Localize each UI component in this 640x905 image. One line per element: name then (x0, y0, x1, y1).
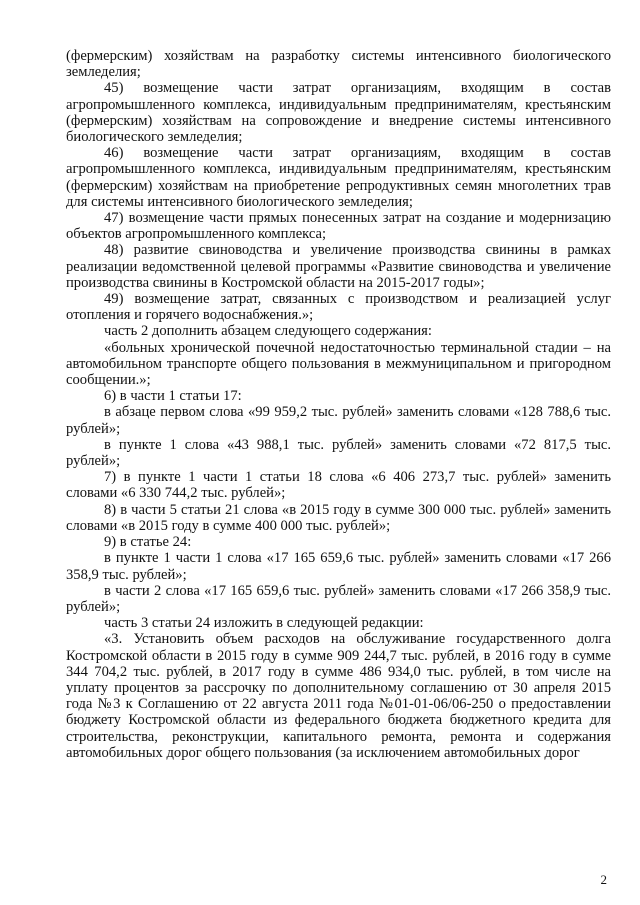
paragraph: (фермерским) хозяйствам на разработку системы интенсивного биологического земледелия; (66, 48, 611, 81)
document-body (66, 48, 611, 761)
paragraph: часть 3 статьи 24 изложить в следующей редакции: (104, 615, 424, 632)
paragraph: 9) в статье 24: (104, 534, 192, 551)
paragraph: 46) возмещение части затрат организациям, входящим в состав агропромышленного комплекса, индивидуальным предпринимателям, крестьянским (фермерским) хозяйствам на приобретение репродуктивных семян многолетних трав для системы интенсивного биологического земледелия; (66, 145, 611, 210)
page-number: 2 (600, 872, 607, 887)
paragraph: 49) возмещение затрат, связанных с производством и реализацией услуг отопления и горячего водоснабжения.»; (66, 291, 611, 324)
paragraph: 6) в части 1 статьи 17: (104, 388, 242, 405)
paragraph: в пункте 1 слова «43 988,1 тыс. рублей» заменить словами «72 817,5 тыс. рублей»; (66, 436, 611, 470)
paragraph: 48) развитие свиноводства и увеличение производства свинины в рамках реализации ведомственной целевой программы «Развитие свиноводства и увеличение производства свинины в Костромской области на 2015-2017 годы»; (66, 242, 611, 291)
paragraph: 47) возмещение части прямых понесенных затрат на создание и модернизацию объектов агропромышленного комплекса; (66, 210, 611, 243)
paragraph: 7) в пункте 1 части 1 статьи 18 слова «6 406 273,7 тыс. рублей» заменить словами «6 330 744,2 тыс. рублей»; (66, 469, 611, 502)
paragraph: в абзаце первом слова «99 959,2 тыс. рублей» заменить словами «128 788,6 тыс. рублей»; (66, 404, 611, 437)
paragraph: 8) в части 5 статьи 21 слова «в 2015 году в сумме 300 000 тыс. рублей» заменить словами «в 2015 году в сумме 400 000 тыс. рублей»; (66, 501, 611, 534)
paragraph: часть 2 дополнить абзацем следующего содержания: (104, 323, 432, 340)
paragraph: в пункте 1 части 1 слова «17 165 659,6 тыс. рублей» заменить словами «17 266 358,9 тыс. рублей»; (66, 550, 611, 583)
paragraph: «3. Установить объем расходов на обслуживание государственного долга Костромской области в 2015 году в сумме 909 244,7 тыс. рублей, в 2016 году в сумме 344 704,2 тыс. рублей, в 2017 году в сумме 486 934,0 тыс. рублей, в том числе на уплату процентов за рассрочку по дополнительному соглашению от 30 апреля 2015 года №3 к Соглашению от 22 августа 2011 года №01-01-06/06-250 о предоставлении бюджету Костромской области из федерального бюджета бюджетного кредита для строительства, реконструкции, капитального ремонта, ремонта и содержания автомобильных дорог общего пользования (за исключением автомобильных дорог (66, 631, 611, 761)
paragraph: в части 2 слова «17 165 659,6 тыс. рублей» заменить словами «17 266 358,9 тыс. рублей»; (66, 582, 611, 615)
paragraph: 45) возмещение части затрат организациям, входящим в состав агропромышленного комплекса, индивидуальным предпринимателям, крестьянским (фермерским) хозяйствам на сопровождение и внедрение системы интенсивного биологического земледелия; (66, 80, 611, 146)
paragraph: «больных хронической почечной недостаточностью терминальной стадии – на автомобильном транспорте общего пользования в межмуниципальном и пригородном сообщении.»; (66, 339, 611, 389)
